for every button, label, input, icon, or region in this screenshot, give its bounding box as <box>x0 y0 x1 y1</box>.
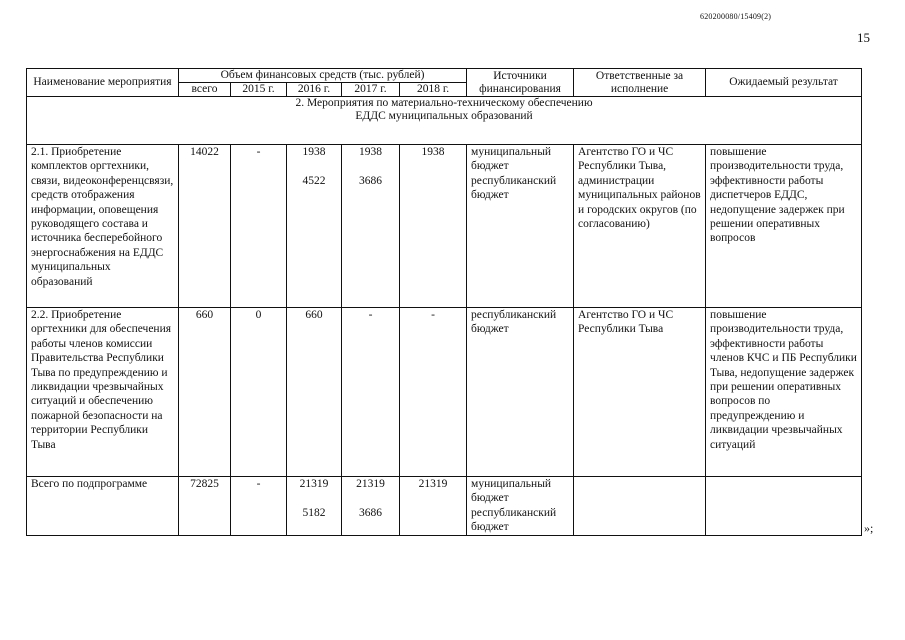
measures-table <box>26 68 862 536</box>
value-2017-republican: 3686 <box>359 506 382 519</box>
expected-result: повышение производительности труда, эффективности работы членов КЧС и ПБ Республики Тыва, недопущение задержек при решении оперативных вопросов по предупреждению и ликвидации чрезвычайных ситуаций <box>706 308 862 477</box>
total-value: 660 <box>179 308 231 477</box>
header-row-1 <box>27 69 862 83</box>
col-header-2015: 2015 г. <box>231 83 287 97</box>
value-2016-republican: 4522 <box>302 174 326 187</box>
value-2018: - <box>400 308 467 477</box>
expected-result <box>706 477 862 536</box>
value-2016 <box>287 477 342 536</box>
value-2017 <box>342 145 400 308</box>
value-2017-municipal: 21319 <box>356 478 385 490</box>
section-heading-line-2: ЕДДС муниципальных образований <box>355 110 533 122</box>
value-2018: 1938 <box>400 145 467 308</box>
value-2015: - <box>231 477 287 536</box>
section-heading-row <box>27 97 862 145</box>
source-republican: республиканский бюджет <box>471 174 557 202</box>
value-2016: 660 <box>287 308 342 477</box>
col-header-name: Наименование мероприятия <box>27 69 179 97</box>
section-heading <box>27 97 862 145</box>
value-2017-republican: 3686 <box>359 174 382 187</box>
col-header-2018: 2018 г. <box>400 83 467 97</box>
table-row <box>27 145 862 308</box>
responsible: Агентство ГО и ЧС Республики Тыва, администрации муниципальных районов и городских округов (по согласованию) <box>574 145 706 308</box>
total-value: 72825 <box>179 477 231 536</box>
value-2017-municipal: 1938 <box>359 146 382 158</box>
funding-sources: республиканский бюджет <box>467 308 574 477</box>
value-2016-republican: 5182 <box>302 506 326 519</box>
col-header-responsible: Ответственные за исполнение <box>574 69 706 97</box>
col-header-result: Ожидаемый результат <box>706 69 862 97</box>
document-code: 620200080/15409(2) <box>700 12 772 21</box>
value-2016-municipal: 1938 <box>302 146 326 158</box>
page-number: 15 <box>857 30 870 45</box>
source-municipal: муниципальный бюджет <box>471 478 552 505</box>
value-2017 <box>342 477 400 536</box>
responsible: Агентство ГО и ЧС Республики Тыва <box>574 308 706 477</box>
value-2016-municipal: 21319 <box>299 478 329 490</box>
table-row-total <box>27 477 862 536</box>
col-header-volume: Объем финансовых средств (тыс. рублей) <box>179 69 467 83</box>
funding-sources <box>467 477 574 536</box>
section-heading-line-1: 2. Мероприятия по материально-техническому обеспечению <box>295 97 593 109</box>
measure-name: 2.2. Приобретение оргтехники для обеспечения работы членов комиссии Правительства Республики Тыва по предупреждению и ликвидации чрезвычайных ситуаций и обеспечению пожарной безопасности на территории Республики Тыва <box>27 308 179 477</box>
value-2018: 21319 <box>400 477 467 536</box>
table-row <box>27 308 862 477</box>
col-header-2017: 2017 г. <box>342 83 400 97</box>
funding-sources <box>467 145 574 308</box>
source-republican: республиканский бюджет <box>471 506 557 534</box>
closing-quote-mark: »; <box>864 521 874 535</box>
total-value: 14022 <box>179 145 231 308</box>
measure-name: Всего по подпрограмме <box>27 477 179 536</box>
col-header-sources: Источники финансирования <box>467 69 574 97</box>
value-2015: - <box>231 145 287 308</box>
value-2016 <box>287 145 342 308</box>
expected-result: повышение производительности труда, эффективности работы диспетчеров ЕДДС, недопущение задержек при решении оперативных вопросов <box>706 145 862 308</box>
col-header-total: всего <box>179 83 231 97</box>
value-2017: - <box>342 308 400 477</box>
value-2015: 0 <box>231 308 287 477</box>
measure-name: 2.1. Приобретение комплектов оргтехники, связи, видеоконференцсвязи, средств отображения информации, оповещения руководящего состава и источника бесперебойного энергоснабжения на ЕДДС муниципальных образований <box>27 145 179 308</box>
source-municipal: муниципальный бюджет <box>471 146 552 173</box>
col-header-2016: 2016 г. <box>287 83 342 97</box>
responsible <box>574 477 706 536</box>
